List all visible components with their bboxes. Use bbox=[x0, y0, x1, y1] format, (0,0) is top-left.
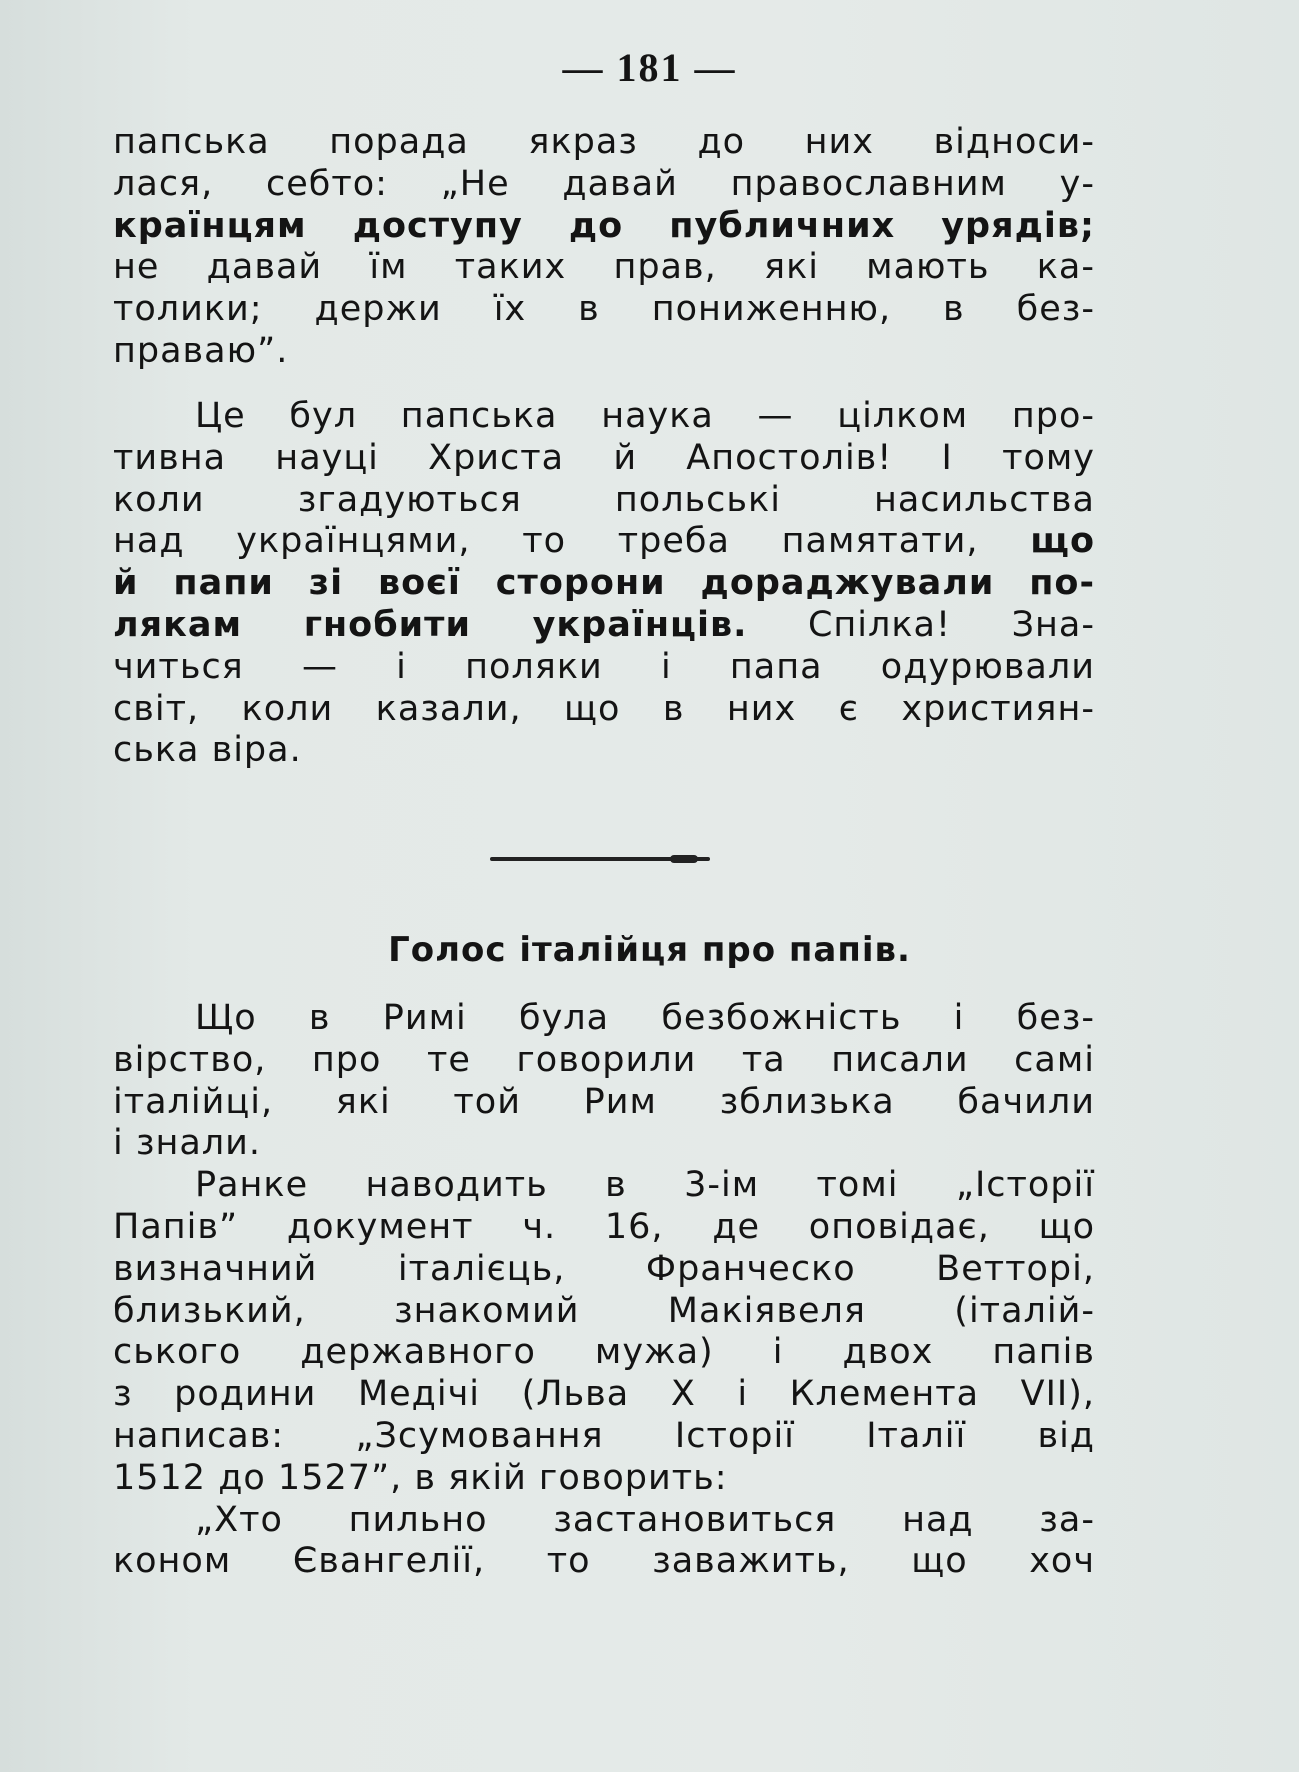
text-line: ського державного мужа) і двох папів bbox=[113, 1332, 1095, 1373]
text-line: визначний італієць, Франческо Ветторі, bbox=[113, 1248, 1095, 1289]
text-fragment-bold: що bbox=[1030, 521, 1095, 562]
section-heading: Голос італійця про папів. bbox=[388, 930, 911, 970]
text-line: коли згадуються польські насильства bbox=[113, 479, 1095, 520]
text-fragment: Спілка! Зна- bbox=[807, 604, 1095, 645]
text-line: толики; держи їх в пониженню, в без- bbox=[113, 289, 1095, 330]
text-line bbox=[113, 605, 1095, 647]
text-line: Що в Римі була безбожність і без- bbox=[195, 998, 1095, 1038]
text-line bbox=[113, 521, 1095, 563]
text-line: 1512 до 1527”, в якій говорить: bbox=[113, 1457, 728, 1498]
section-divider bbox=[490, 857, 710, 861]
text-line: вірство, про те говорили та писали самі bbox=[113, 1039, 1095, 1080]
text-line: коном Євангелії, то заважить, що хоч bbox=[113, 1541, 1095, 1582]
text-line: папська порада якраз до них відноси- bbox=[113, 122, 1095, 162]
text-line: ська віра. bbox=[113, 730, 302, 771]
page-number: — 181 — bbox=[562, 45, 737, 90]
text-block-3 bbox=[113, 998, 1095, 1583]
text-block-2 bbox=[113, 396, 1095, 772]
text-line: „Хто пильно застановиться над за- bbox=[195, 1499, 1095, 1540]
text-line: Ранке наводить в 3-ім томі „Історії bbox=[195, 1165, 1095, 1206]
text-line: лася, себто: „Не давай православним у- bbox=[113, 163, 1095, 204]
text-line: і знали. bbox=[113, 1123, 262, 1164]
text-line: Це бул папська наука — цілком про- bbox=[195, 396, 1095, 436]
text-line: не давай їм таких прав, які мають ка- bbox=[113, 247, 1095, 288]
text-line: світ, коли казали, що в них є християн- bbox=[113, 688, 1095, 729]
text-line: написав: „Зсумовання Історії Італії від bbox=[113, 1415, 1095, 1456]
text-line: країнцям доступу до публичних урядів; bbox=[113, 205, 1095, 246]
text-line: італійці, які той Рим зблизька бачили bbox=[113, 1081, 1095, 1122]
text-fragment-bold: лякам гнобити українців. bbox=[113, 604, 748, 645]
text-block-1 bbox=[113, 122, 1095, 373]
text-line: Папів” документ ч. 16, де оповідає, що bbox=[113, 1206, 1095, 1247]
text-line: читься — і поляки і папа одурювали bbox=[113, 646, 1095, 687]
text-line: тивна науці Христа й Апостолів! І тому bbox=[113, 437, 1095, 478]
text-line: й папи зі воєї сторони дораджували по- bbox=[113, 563, 1095, 604]
text-line: близький, знакомий Макіявеля (італій- bbox=[113, 1290, 1095, 1331]
text-fragment: над українцями, то треба памятати, bbox=[113, 521, 979, 562]
text-line: з родини Медічі (Льва X і Клемента VII), bbox=[113, 1374, 1095, 1415]
text-line: праваю”. bbox=[113, 330, 289, 371]
